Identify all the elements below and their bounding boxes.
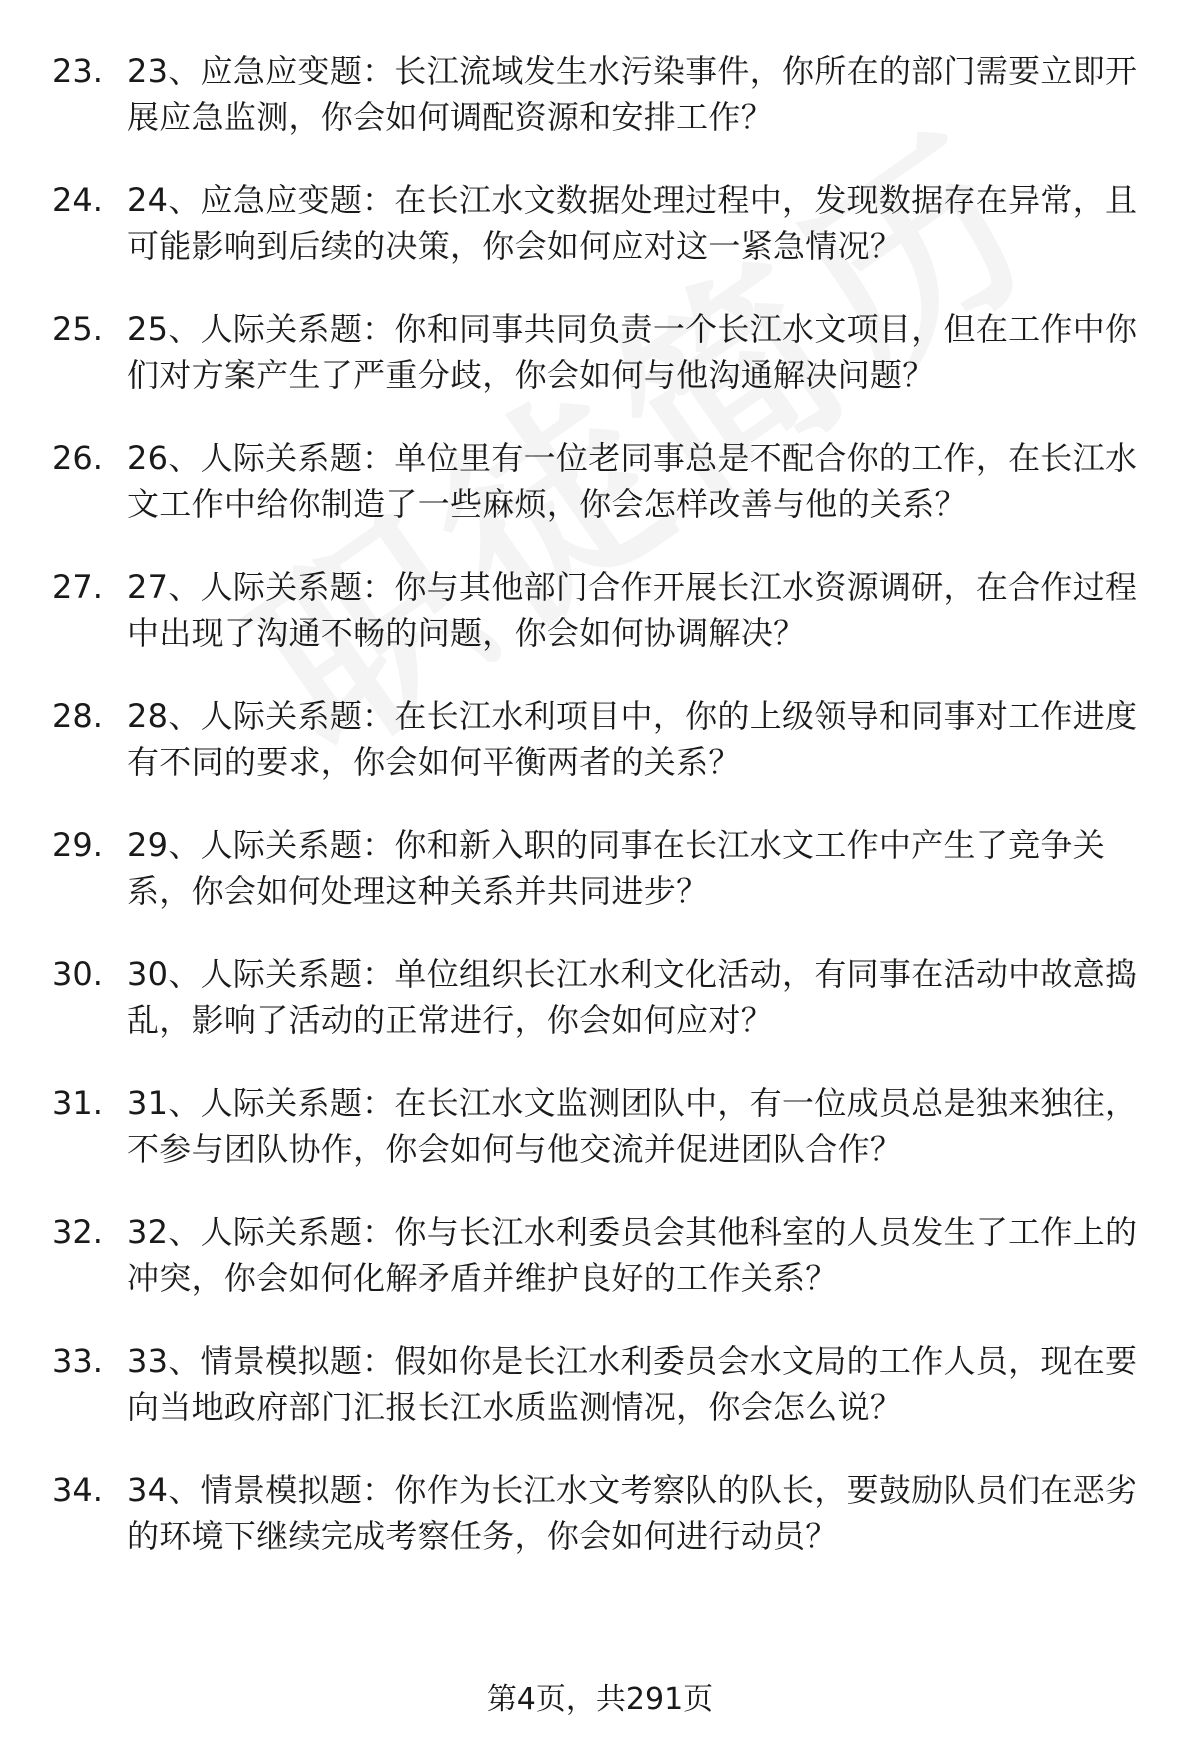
question-text: 26、人际关系题：单位里有一位老同事总是不配合你的工作，在长江水文工作中给你制造了一些麻烦，你会怎样改善与他的关系？ (127, 439, 1138, 523)
question-text: 24、应急应变题：在长江水文数据处理过程中，发现数据存在异常，且可能影响到后续的决策，你会如何应对这一紧急情况？ (127, 181, 1138, 265)
question-number: 29. (52, 826, 103, 864)
question-list (52, 48, 1140, 1559)
question-number: 32. (52, 1213, 103, 1251)
question-number: 30. (52, 955, 103, 993)
question-text: 29、人际关系题：你和新入职的同事在长江水文工作中产生了竞争关系，你会如何处理这种关系并共同进步？ (127, 826, 1106, 910)
list-item (52, 1080, 1140, 1172)
question-number: 28. (52, 697, 103, 735)
list-item (52, 951, 1140, 1043)
question-text: 30、人际关系题：单位组织长江水利文化活动，有同事在活动中故意捣乱，影响了活动的正常进行，你会如何应对？ (127, 955, 1138, 1039)
list-item (52, 435, 1140, 527)
list-item (52, 564, 1140, 656)
question-number: 33. (52, 1342, 103, 1380)
list-item (52, 48, 1140, 140)
question-number: 24. (52, 181, 103, 219)
question-text: 25、人际关系题：你和同事共同负责一个长江水文项目，但在工作中你们对方案产生了严重分歧，你会如何与他沟通解决问题？ (127, 310, 1138, 394)
list-item (52, 1467, 1140, 1559)
question-text: 31、人际关系题：在长江水文监测团队中，有一位成员总是独来独往，不参与团队协作，你会如何与他交流并促进团队合作？ (127, 1084, 1138, 1168)
question-text: 32、人际关系题：你与长江水利委员会其他科室的人员发生了工作上的冲突，你会如何化解矛盾并维护良好的工作关系？ (127, 1213, 1138, 1297)
question-number: 25. (52, 310, 103, 348)
question-text: 23、应急应变题：长江流域发生水污染事件，你所在的部门需要立即开展应急监测，你会如何调配资源和安排工作？ (127, 52, 1138, 136)
question-number: 34. (52, 1471, 103, 1509)
page-footer: 第4页，共291页 (486, 1682, 714, 1717)
question-number: 26. (52, 439, 103, 477)
question-text: 28、人际关系题：在长江水利项目中，你的上级领导和同事对工作进度有不同的要求，你会如何平衡两者的关系？ (127, 697, 1138, 781)
list-item (52, 1338, 1140, 1430)
question-text: 27、人际关系题：你与其他部门合作开展长江水资源调研，在合作过程中出现了沟通不畅的问题，你会如何协调解决？ (127, 568, 1138, 652)
list-item (52, 1209, 1140, 1301)
list-item (52, 306, 1140, 398)
question-number: 31. (52, 1084, 103, 1122)
question-text: 33、情景模拟题：假如你是长江水利委员会水文局的工作人员，现在要向当地政府部门汇报长江水质监测情况，你会怎么说？ (127, 1342, 1138, 1426)
list-item (52, 177, 1140, 269)
list-item (52, 693, 1140, 785)
list-item (52, 822, 1140, 914)
question-number: 23. (52, 52, 103, 90)
question-text: 34、情景模拟题：你作为长江水文考察队的队长，要鼓励队员们在恶劣的环境下继续完成考察任务，你会如何进行动员？ (127, 1471, 1138, 1555)
question-number: 27. (52, 568, 103, 606)
